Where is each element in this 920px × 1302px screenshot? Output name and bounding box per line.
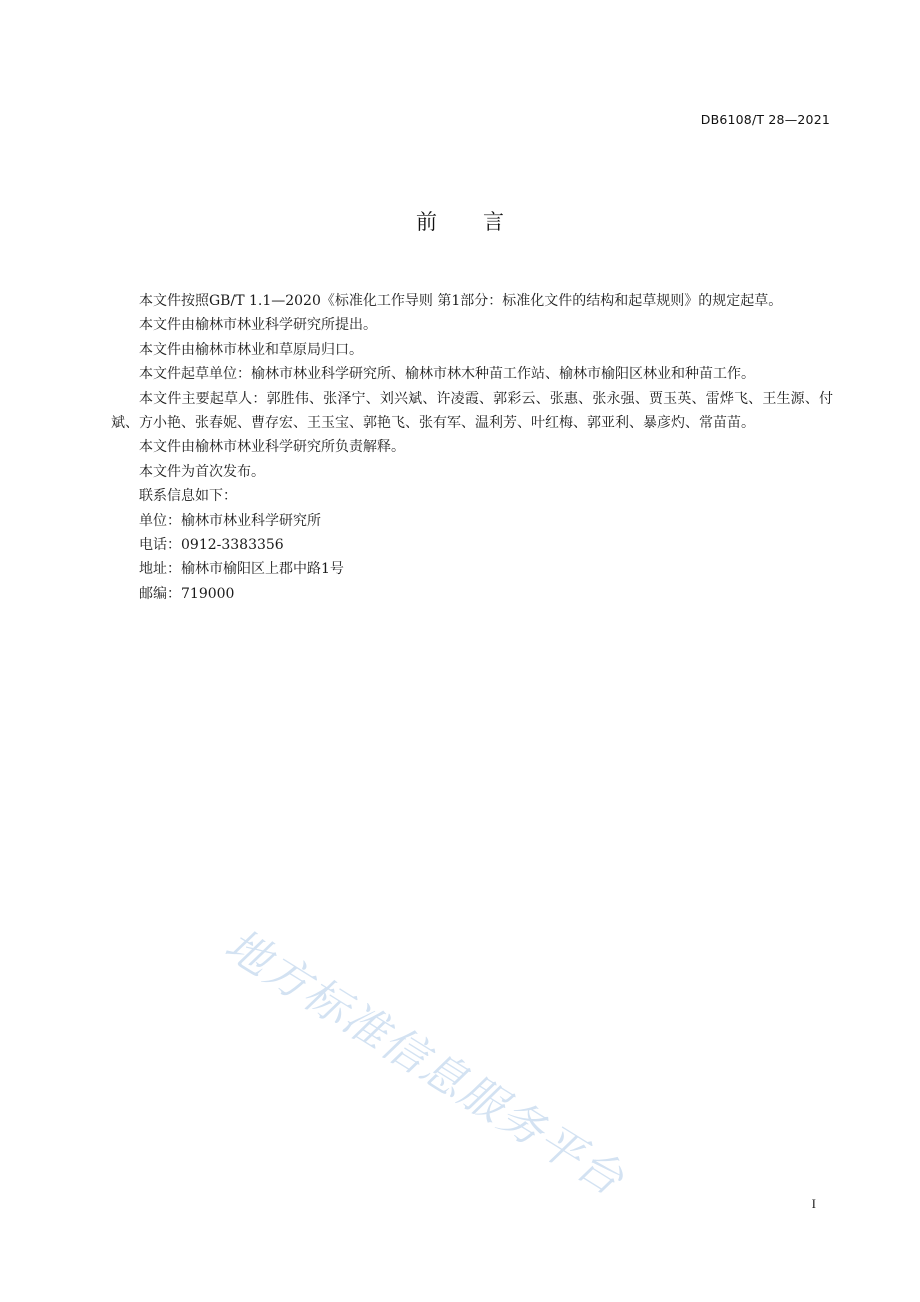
- page-number: I: [811, 1196, 816, 1211]
- paragraph-interpretation: 本文件由榆林市林业科学研究所负责解释。: [139, 439, 405, 456]
- contact-phone: 电话：0912-3383356: [139, 537, 284, 554]
- paragraph-main-drafters: 本文件主要起草人：郭胜伟、张泽宁、刘兴斌、许凌霞、郭彩云、张惠、张永强、贾玉英、雷烨飞、王生源、付斌、方小艳、张春妮、曹存宏、王玉宝、郭艳飞、张有军、温利芳、叶红梅、郭亚利、暴彦灼、常苗苗。: [111, 390, 833, 432]
- contact-postcode: 邮编：719000: [139, 585, 235, 602]
- standard-code: DB6108/T 28—2021: [700, 112, 830, 127]
- contact-address: 地址：榆林市榆阳区上郡中路1号: [139, 561, 344, 578]
- paragraph-drafting-units: 本文件起草单位：榆林市林业科学研究所、榆林市林木种苗工作站、榆林市榆阳区林业和种苗工作。: [139, 366, 755, 383]
- paragraph-centralized-by: 本文件由榆林市林业和草原局归口。: [139, 341, 363, 358]
- paragraph-proposed-by: 本文件由榆林市林业科学研究所提出。: [139, 317, 377, 334]
- contact-unit: 单位：榆林市林业科学研究所: [139, 512, 321, 529]
- watermark: 地方标准信息服务平台: [216, 919, 634, 1207]
- page-title: 前言: [416, 210, 550, 234]
- paragraph-drafting-rules: 本文件按照GB/T 1.1—2020《标准化工作导则 第1部分：标准化文件的结构和起草规则》的规定起草。: [139, 293, 783, 309]
- paragraph-contact-intro: 联系信息如下：: [139, 488, 237, 505]
- foreword-body: [111, 289, 833, 606]
- paragraph-first-release: 本文件为首次发布。: [139, 463, 265, 480]
